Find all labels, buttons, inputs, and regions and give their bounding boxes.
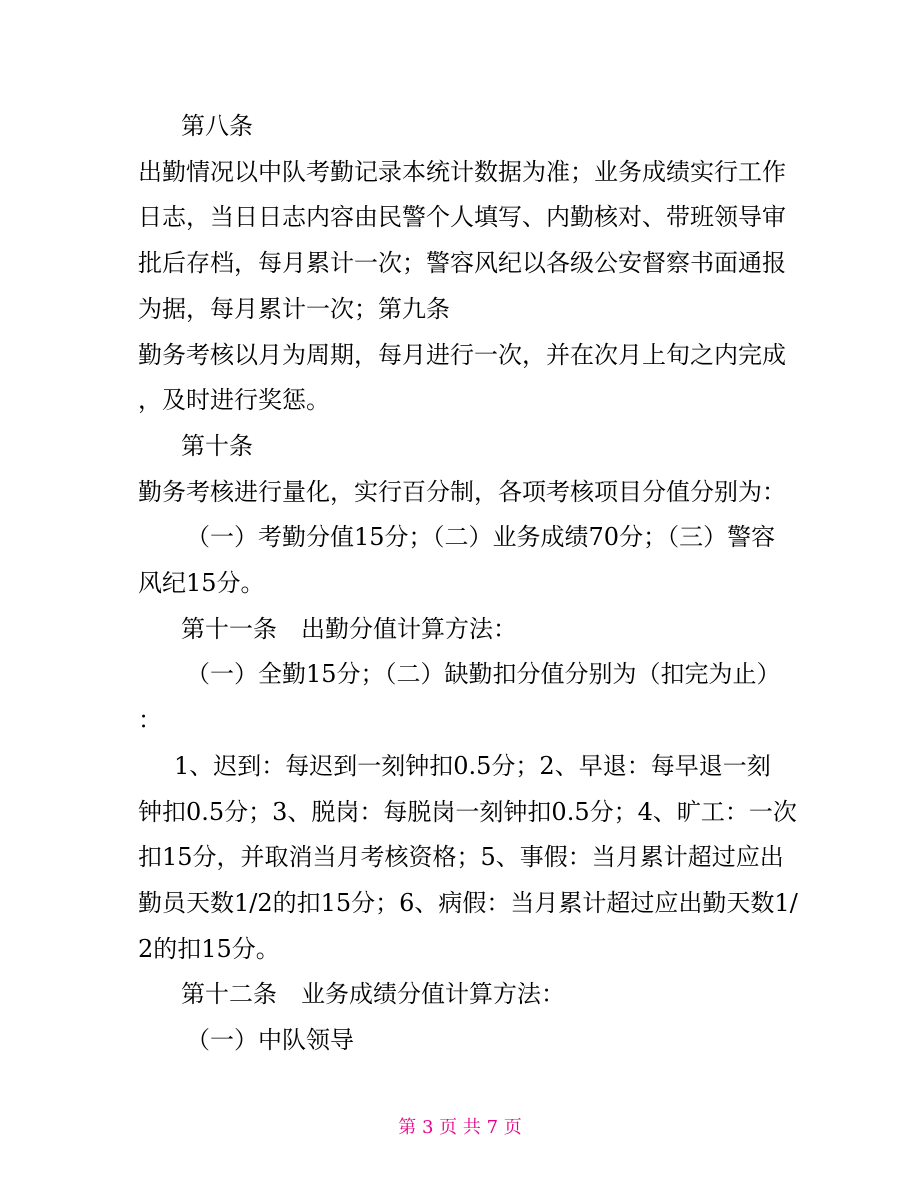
body-line: 钟扣0.5分；3、脱岗：每脱岗一刻钟扣0.5分；4、旷工：一次 [138,797,797,826]
body-line: ： [138,706,162,735]
article-12-heading: 第十二条 业务成绩分值计算方法： [181,980,565,1009]
body-line: 2的扣15分。 [138,934,280,963]
body-line: 风纪15分。 [138,569,265,598]
body-line: 扣15分，并取消当月考核资格；5、事假：当月累计超过应出 [138,843,784,872]
body-line: 勤务考核以月为周期，每月进行一次，并在次月上旬之内完成 [138,340,786,369]
body-line: 日志，当日日志内容由民警个人填写、内勤核对、带班领导审 [138,203,786,232]
document-body [138,104,798,1064]
page-number-footer: 第 3 页 共 7 页 [398,1117,522,1138]
article-8-heading: 第八条 [181,112,253,140]
body-line: 1、迟到：每迟到一刻钟扣0.5分；2、早退：每早退一刻 [174,751,771,780]
body-line: ，及时进行奖惩。 [138,386,330,415]
article-11-heading: 第十一条 出勤分值计算方法： [181,614,517,643]
body-line: （一）考勤分值15分；（二）业务成绩70分；（三）警容 [186,523,776,552]
body-line: （一）中队领导 [186,1026,354,1055]
article-10-heading: 第十条 [181,431,253,460]
body-line: 出勤情况以中队考勤记录本统计数据为准；业务成绩实行工作 [138,157,786,186]
body-line: （一）全勤15分；（二）缺勤扣分值分别为（扣完为止） [186,660,781,689]
body-line: 批后存档，每月累计一次；警容风纪以各级公安督察书面通报 [138,249,786,278]
body-line: 为据，每月累计一次；第九条 [138,294,450,323]
body-line: 勤员天数1/2的扣15分；6、病假：当月累计超过应出勤天数1/ [138,888,798,917]
body-line: 勤务考核进行量化，实行百分制，各项考核项目分值分别为： [138,477,786,506]
